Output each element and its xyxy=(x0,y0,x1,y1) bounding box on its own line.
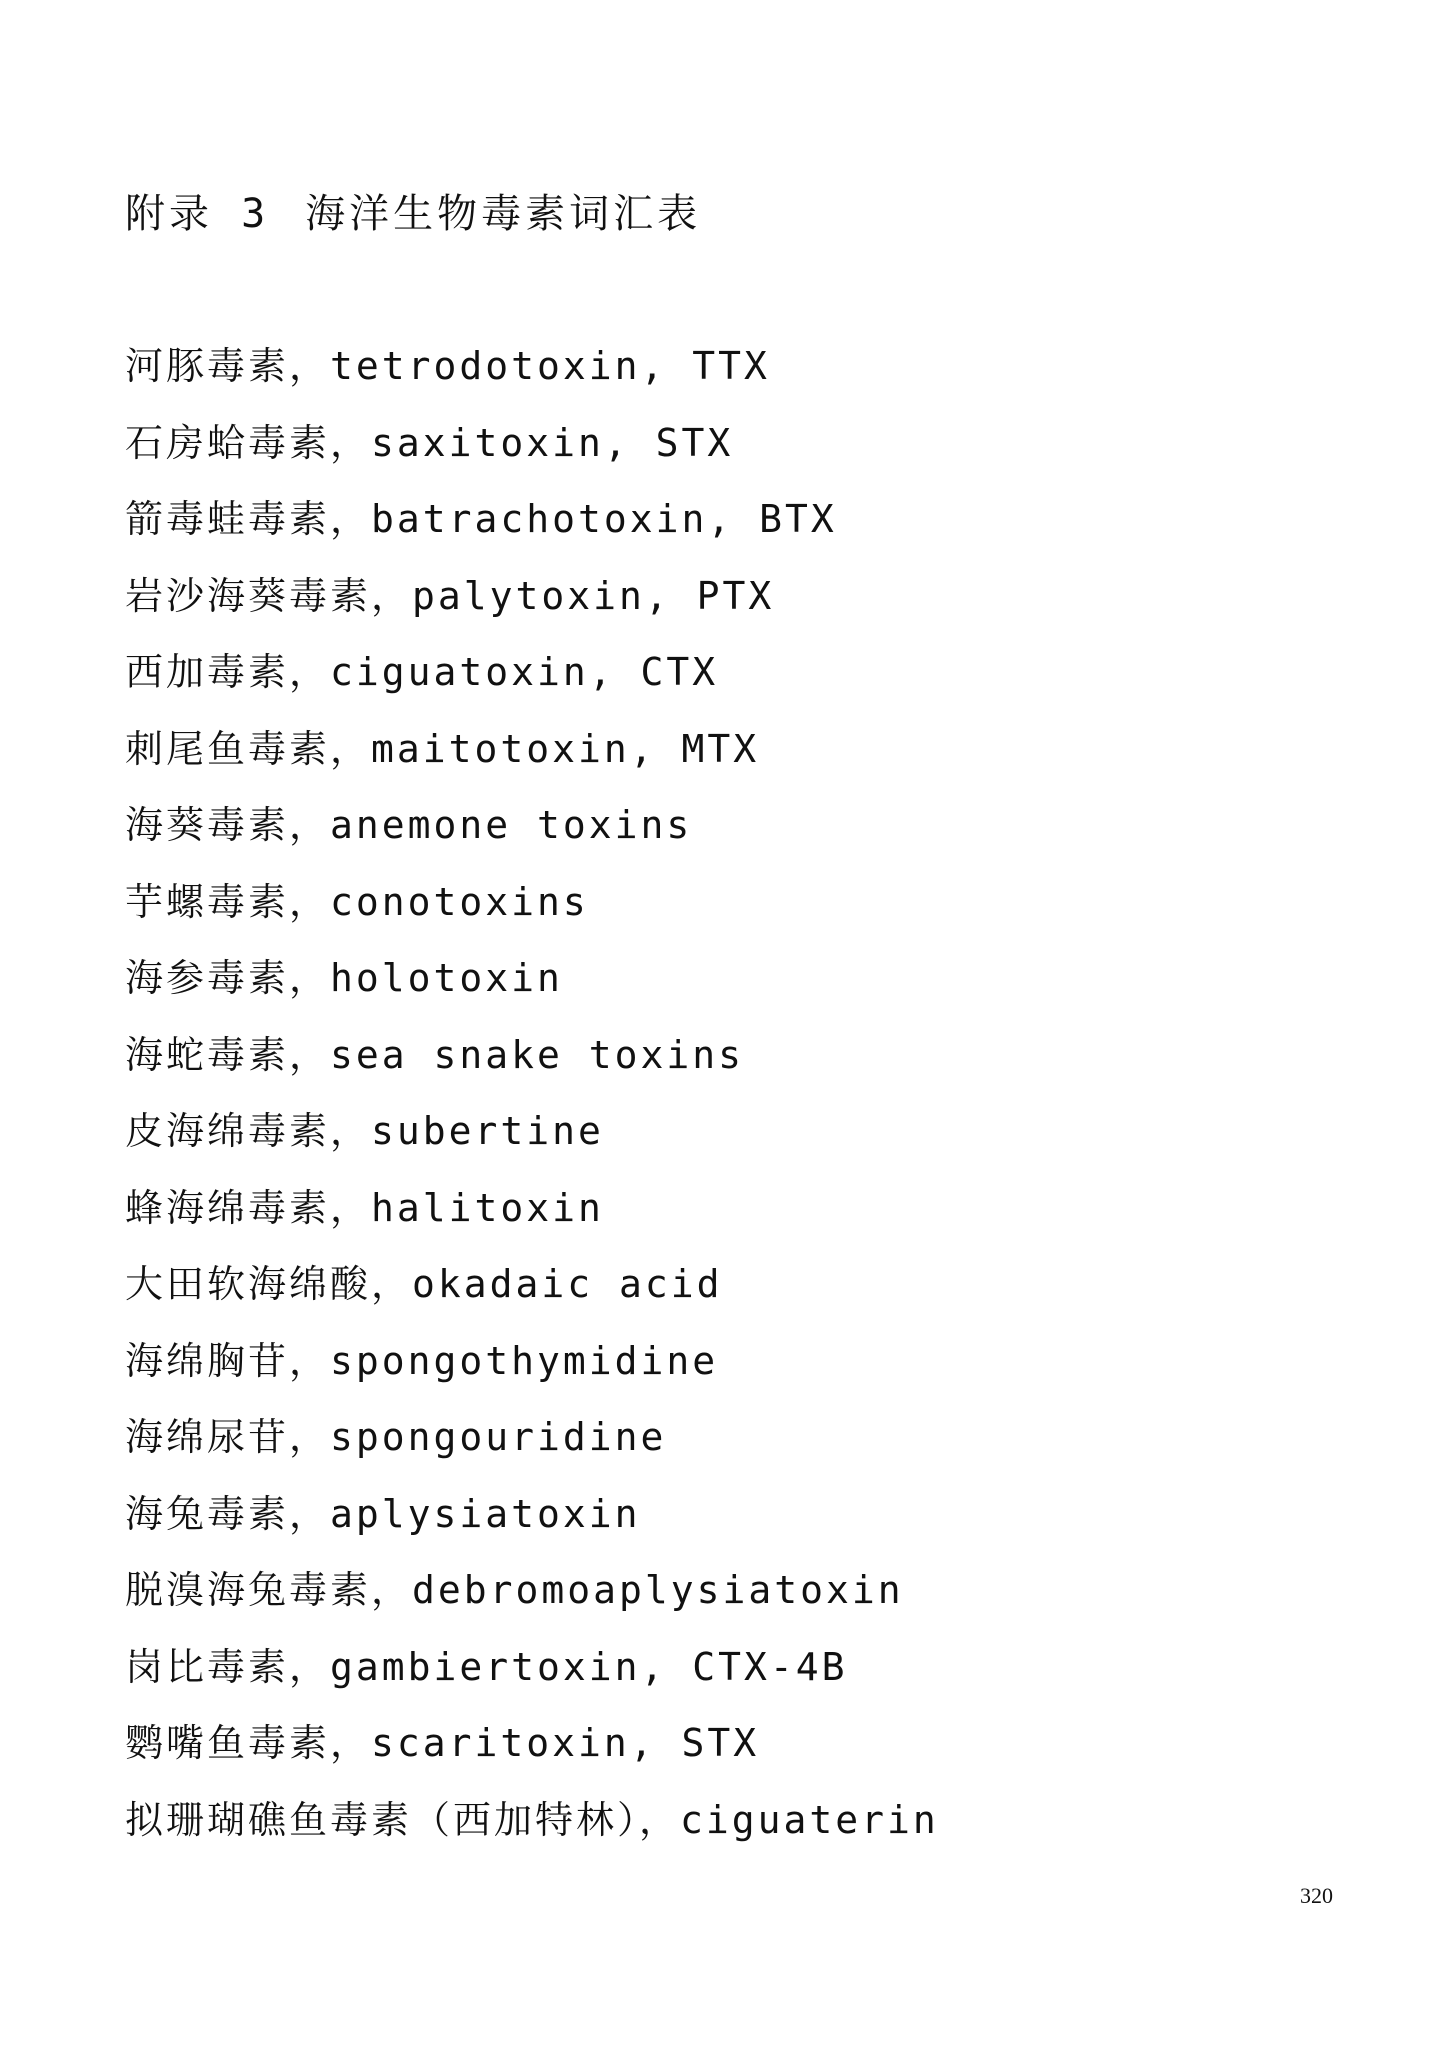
glossary-entry: 海绵尿苷，spongouridine xyxy=(125,1415,667,1459)
glossary-entry: 箭毒蛙毒素，batrachotoxin, BTX xyxy=(125,497,837,541)
glossary-entry: 岩沙海葵毒素，palytoxin, PTX xyxy=(125,573,775,618)
page-number: 320 xyxy=(1300,1883,1333,1908)
glossary-entry: 西加毒素，ciguatoxin, CTX xyxy=(125,650,719,694)
glossary-entry: 脱溴海兔毒素，debromoaplysiatoxin xyxy=(125,1568,904,1612)
glossary-list xyxy=(125,338,939,1868)
glossary-entry: 刺尾鱼毒素，maitotoxin, MTX xyxy=(125,726,760,771)
glossary-entry: 石房蛤毒素，saxitoxin, STX xyxy=(125,420,734,465)
glossary-entry: 鹦嘴鱼毒素，scaritoxin, STX xyxy=(125,1721,760,1765)
glossary-entry: 皮海绵毒素，subertine xyxy=(125,1109,604,1153)
glossary-entry: 岗比毒素，gambiertoxin, CTX-4B xyxy=(125,1644,848,1689)
glossary-entry: 海参毒素，holotoxin xyxy=(125,956,563,1000)
appendix-label: 附录 3 xyxy=(125,191,270,237)
glossary-entry: 海兔毒素，aplysiatoxin xyxy=(125,1491,641,1536)
glossary-entry: 蜂海绵毒素，halitoxin xyxy=(125,1185,604,1230)
glossary-entry: 大田软海绵酸，okadaic acid xyxy=(125,1262,723,1306)
glossary-entry: 海绵胸苷，spongothymidine xyxy=(125,1338,719,1383)
glossary-entry: 海蛇毒素，sea snake toxins xyxy=(125,1032,745,1077)
glossary-entry: 拟珊瑚礁鱼毒素（西加特林），ciguaterin xyxy=(125,1797,939,1842)
appendix-heading-text: 海洋生物毒素词汇表 xyxy=(305,191,702,237)
glossary-entry: 海葵毒素，anemone toxins xyxy=(125,803,693,847)
glossary-entry: 芋螺毒素，conotoxins xyxy=(125,879,589,924)
appendix-title xyxy=(125,186,701,242)
glossary-entry: 河豚毒素，tetrodotoxin, TTX xyxy=(125,344,770,388)
